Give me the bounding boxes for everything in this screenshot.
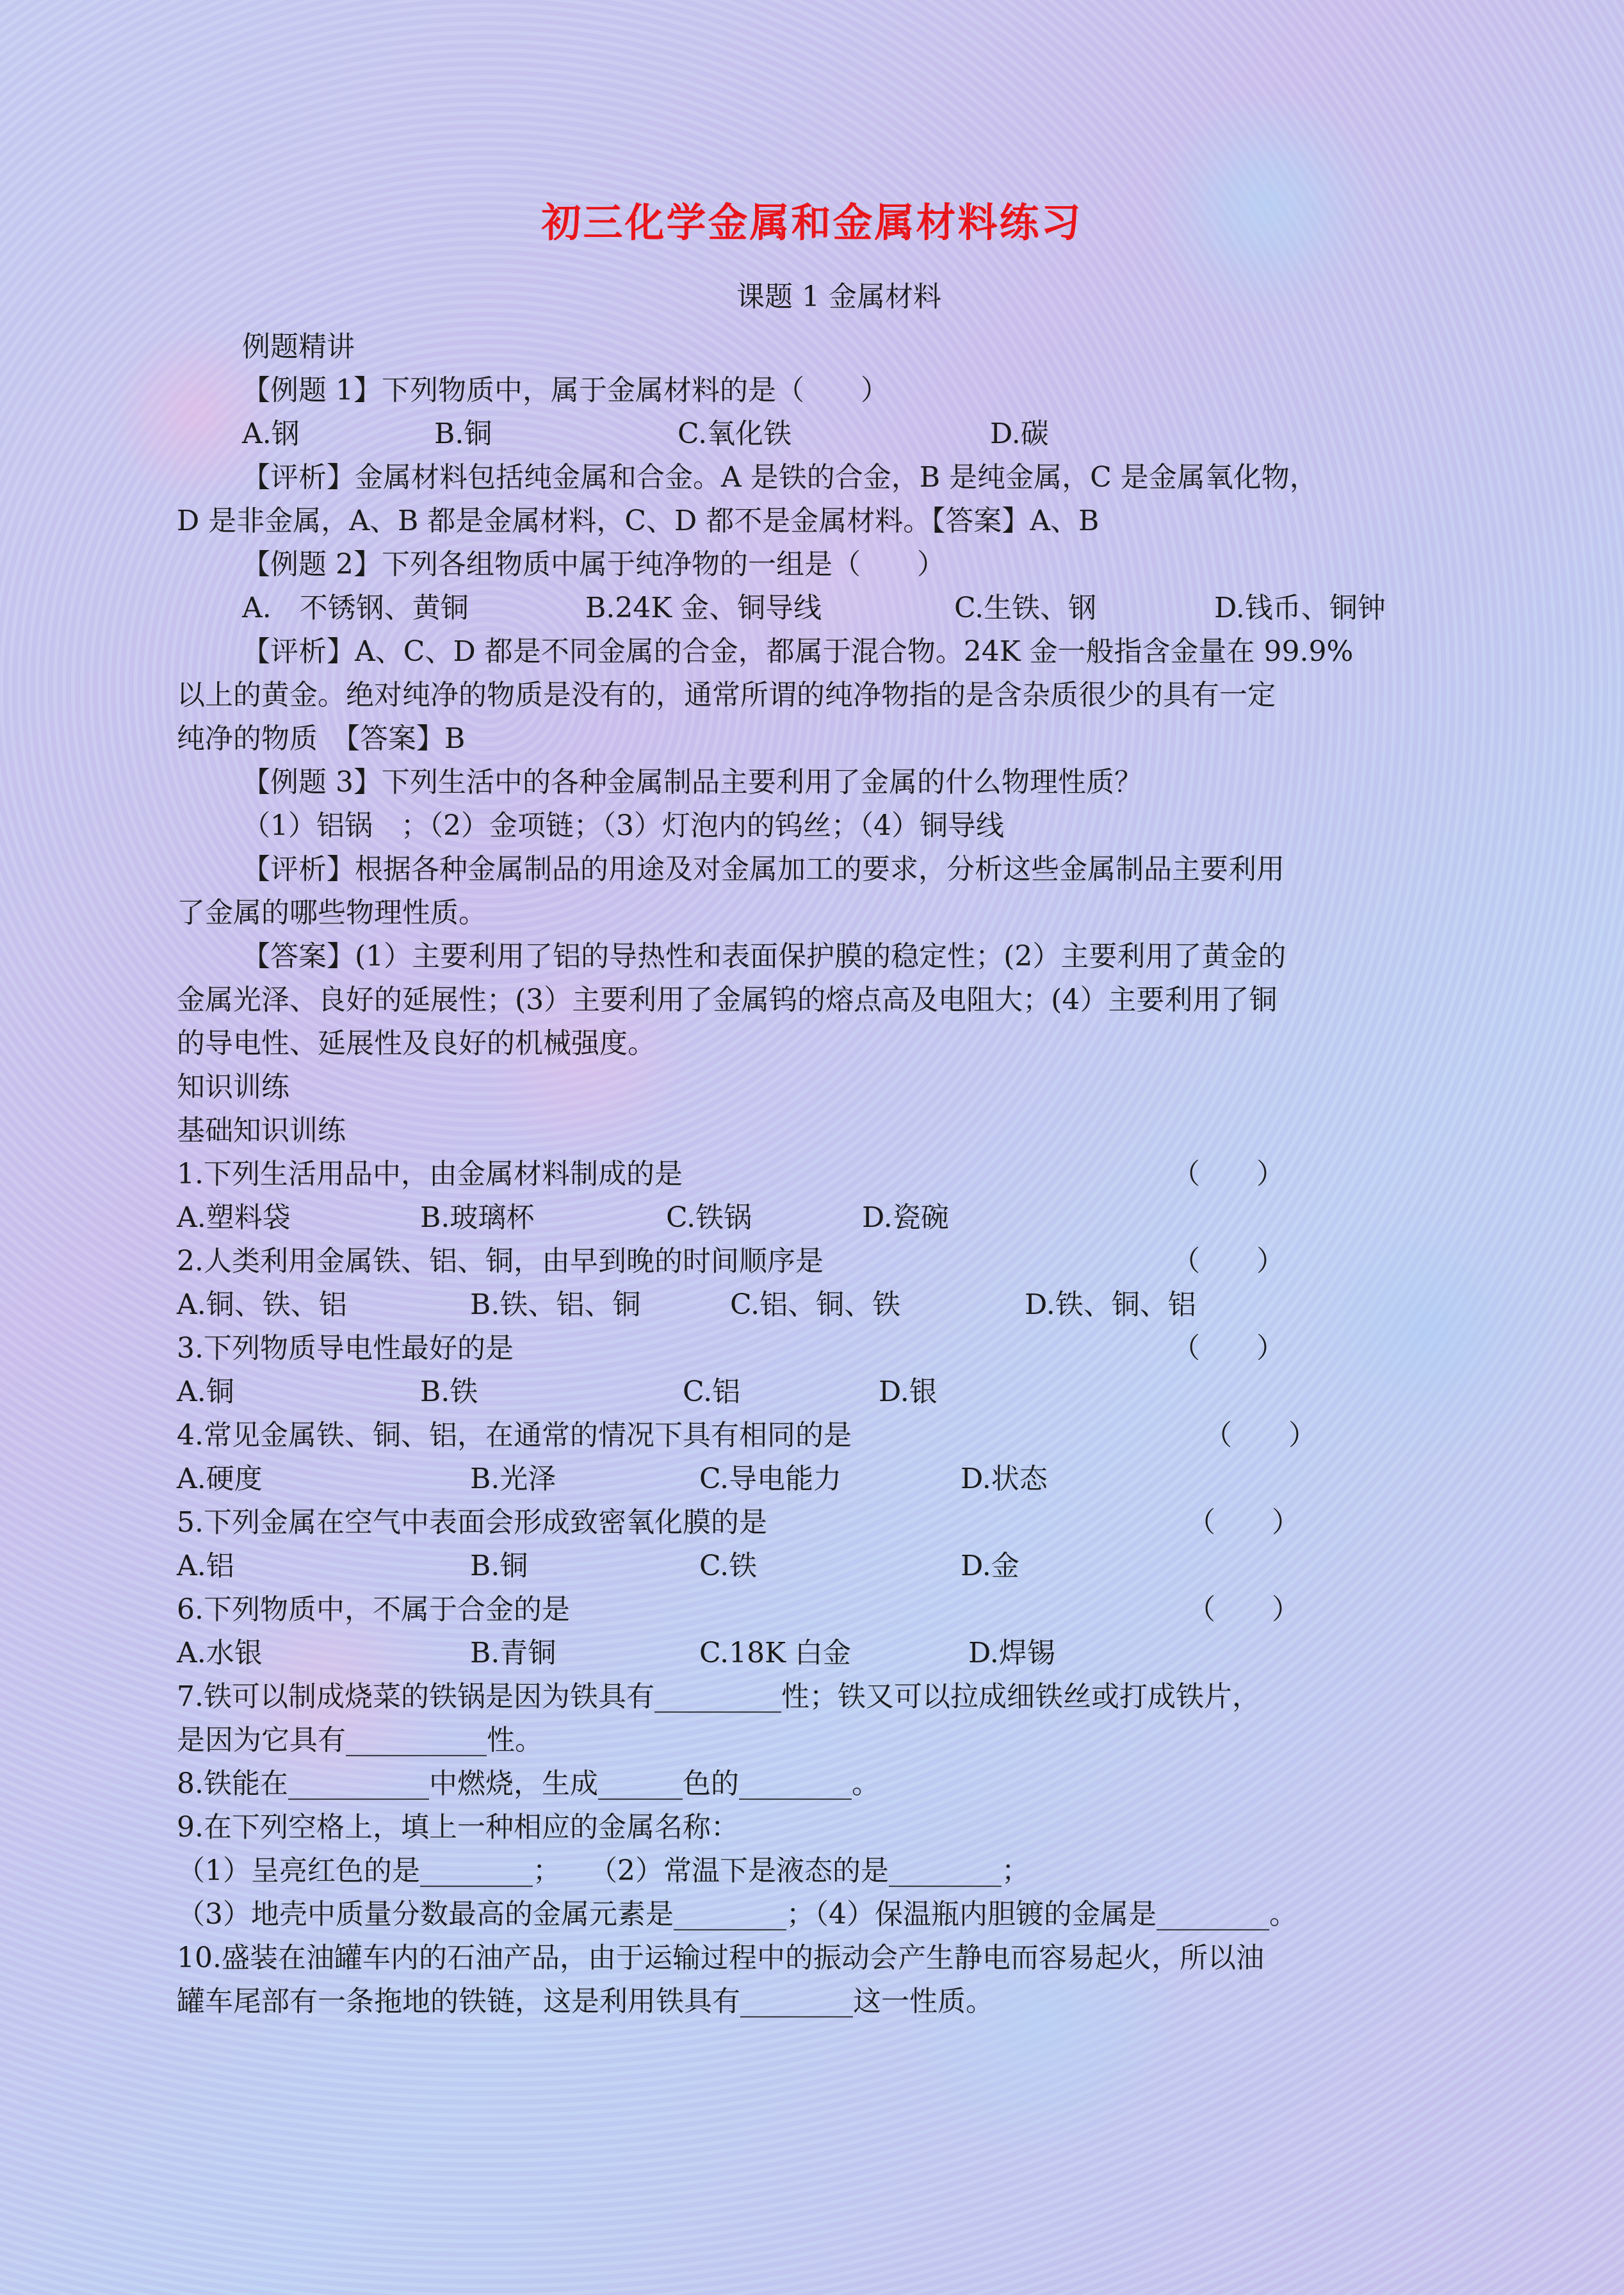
question-8: 8.铁能在__________中燃烧，生成______色的________。 (177, 1767, 880, 1800)
q3-option-a: A.铜 (177, 1375, 234, 1408)
question-5-answer-blank: （ ） (1187, 1506, 1300, 1539)
question-7-line1: 7.铁可以制成烧菜的铁锅是因为铁具有_________性；铁又可以拉成细铁丝或打成铁片， (177, 1680, 1260, 1713)
question-10-line1: 10.盛装在油罐车内的石油产品，由于运输过程中的振动会产生静电而容易起火，所以油 (177, 1942, 1264, 1974)
example1-question: 【例题 1】下列物质中，属于金属材料的是（ ） (242, 374, 889, 407)
question-3-answer-blank: （ ） (1172, 1332, 1285, 1365)
q2-option-b: B.铁、铝、铜 (470, 1288, 641, 1321)
example3-answer-line2: 金属光泽、良好的延展性；(3）主要利用了金属钨的熔点高及电阻大；(4）主要利用了铜 (177, 984, 1278, 1016)
q5-option-c: C.铁 (699, 1550, 758, 1582)
question-9-line2: （3）地壳中质量分数最高的金属元素是________；（4）保温瓶内胆镀的金属是________。 (177, 1898, 1297, 1931)
q6-option-a: A.水银 (177, 1637, 263, 1669)
example1-option-b: B.铜 (434, 418, 492, 450)
document-title: 初三化学金属和金属材料练习 (541, 199, 1083, 246)
q4-option-c: C.导电能力 (699, 1463, 842, 1495)
q6-option-b: B.青铜 (470, 1637, 556, 1669)
q5-option-a: A.铝 (177, 1550, 234, 1582)
question-1-answer-blank: （ ） (1172, 1158, 1285, 1190)
example3-analysis-line2: 了金属的哪些物理性质。 (177, 896, 487, 929)
q4-option-a: A.硬度 (177, 1463, 263, 1495)
example2-option-a: A. 不锈钢、黄铜 (242, 592, 469, 624)
example2-option-b: B.24K 金、铜导线 (585, 592, 822, 624)
q5-option-d: D.金 (961, 1550, 1019, 1582)
q3-option-d: D.银 (879, 1375, 938, 1408)
question-5: 5.下列金属在空气中表面会形成致密氧化膜的是 (177, 1506, 767, 1539)
question-6-answer-blank: （ ） (1187, 1593, 1300, 1626)
question-3: 3.下列物质导电性最好的是 (177, 1332, 514, 1365)
q2-option-a: A.铜、铁、铝 (177, 1288, 347, 1321)
q1-option-a: A.塑料袋 (177, 1201, 291, 1234)
example1-analysis-line1: 【评析】金属材料包括纯金属和合金。A 是铁的合金，B 是纯金属，C 是金属氧化物， (242, 461, 1318, 494)
example2-analysis-line2: 以上的黄金。绝对纯净的物质是没有的，通常所谓的纯净物指的是含杂质很少的具有一定 (177, 679, 1276, 711)
example3-answer-line3: 的导电性、延展性及良好的机械强度。 (177, 1027, 656, 1060)
q4-option-b: B.光泽 (470, 1463, 556, 1495)
question-2-answer-blank: （ ） (1172, 1245, 1285, 1277)
question-9-line1: （1）呈亮红色的是________； （2）常温下是液态的是________； (177, 1854, 1030, 1887)
q3-option-b: B.铁 (420, 1375, 478, 1408)
q3-option-c: C.铝 (683, 1375, 741, 1408)
document-subtitle: 课题 1 金属材料 (736, 280, 941, 313)
q1-option-b: B.玻璃杯 (420, 1201, 535, 1234)
question-1: 1.下列生活用品中，由金属材料制成的是 (177, 1158, 683, 1190)
example2-analysis-line1: 【评析】A、C、D 都是不同金属的合金，都属于混合物。24K 金一般指含金量在 99.9% (242, 635, 1354, 668)
q2-option-d: D.铁、铜、铝 (1025, 1288, 1196, 1321)
section-training: 知识训练 (177, 1071, 289, 1103)
example3-items: （1）铝锅 ；（2）金项链；（3）灯泡内的钨丝；（4）铜导线 (242, 809, 1004, 842)
q6-option-d: D.焊锡 (968, 1637, 1055, 1669)
q1-option-c: C.铁锅 (666, 1201, 752, 1234)
question-7-line2: 是因为它具有__________性。 (177, 1724, 543, 1756)
example2-question: 【例题 2】下列各组物质中属于纯净物的一组是（ ） (242, 548, 945, 581)
question-9: 9.在下列空格上，填上一种相应的金属名称： (177, 1811, 739, 1844)
q4-option-d: D.状态 (961, 1463, 1048, 1495)
example1-option-d: D.碳 (990, 418, 1049, 450)
question-2: 2.人类利用金属铁、铝、铜，由早到晚的时间顺序是 (177, 1245, 824, 1277)
example3-analysis-line1: 【评析】根据各种金属制品的用途及对金属加工的要求，分析这些金属制品主要利用 (242, 853, 1285, 886)
example2-analysis-line3: 纯净的物质 【答案】B (177, 722, 466, 755)
example3-question: 【例题 3】下列生活中的各种金属制品主要利用了金属的什么物理性质？ (242, 766, 1142, 799)
example2-option-c: C.生铁、钢 (954, 592, 1097, 624)
q2-option-c: C.铝、铜、铁 (730, 1288, 901, 1321)
question-4: 4.常见金属铁、铜、铝，在通常的情况下具有相同的是 (177, 1419, 852, 1452)
q6-option-c: C.18K 白金 (699, 1637, 851, 1669)
question-10-line2: 罐车尾部有一条拖地的铁链，这是利用铁具有________这一性质。 (177, 1985, 994, 2018)
question-4-answer-blank: （ ） (1204, 1419, 1317, 1452)
q5-option-b: B.铜 (470, 1550, 528, 1582)
section-basic: 基础知识训练 (177, 1114, 346, 1147)
example1-analysis-line2: D 是非金属，A、B 都是金属材料，C、D 都不是金属材料。【答案】A、B (177, 505, 1100, 537)
q1-option-d: D.瓷碗 (862, 1201, 949, 1234)
section-examples: 例题精讲 (242, 330, 355, 363)
example2-option-d: D.钱币、铜钟 (1214, 592, 1386, 624)
question-6: 6.下列物质中，不属于合金的是 (177, 1593, 570, 1626)
example1-option-a: A.钢 (242, 418, 300, 450)
example3-answer-line1: 【答案】(1）主要利用了铝的导热性和表面保护膜的稳定性；(2）主要利用了黄金的 (242, 940, 1287, 973)
example1-option-c: C.氧化铁 (678, 418, 792, 450)
